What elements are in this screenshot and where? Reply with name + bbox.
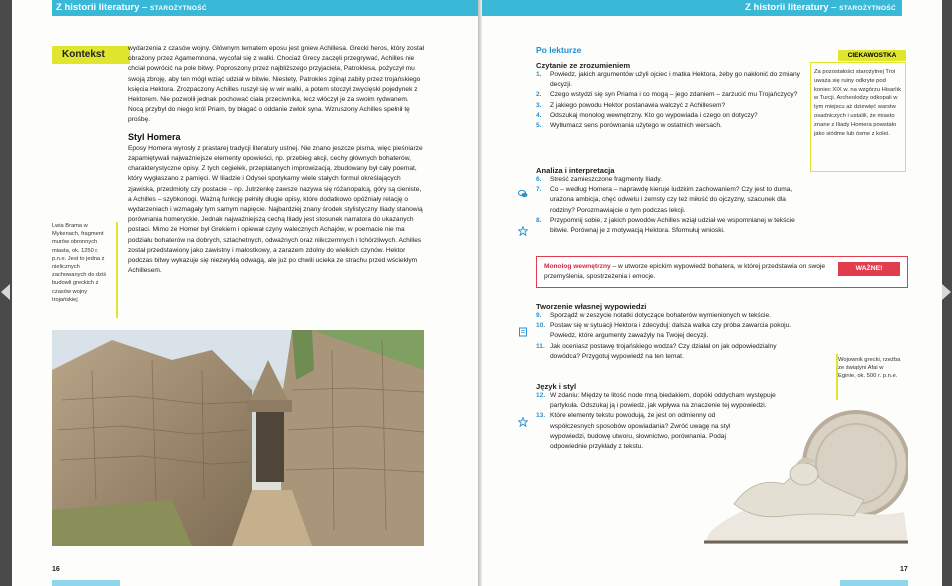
question-item: 12. W zdaniu: Między te litość node mną biedakiem, dopóki oddycham występuje partykuła. Odszukaj ją i powiedz, jak wpływa na znaczenie tej wypowiedzi.: [536, 392, 776, 410]
question-item: 8. Przypomnij sobie, z jakich powodów Achilles wziął udział we wspomnianej w tekście bitwie. Porównaj je z motywacją Hektora. Sformułuj wnioski.: [536, 216, 795, 235]
wazne-definition: – w utworze epickim wypowiedź bohatera, w której przedstawia on swoje przemyślenia, spostrzeżenia i emocje.: [544, 263, 826, 280]
ciekawostka-label: CIEKAWOSTKA: [838, 50, 906, 61]
question-item: 5. Wytłumacz sens porównania użytego w ostatnich wersach.: [536, 122, 722, 130]
styl-homera-paragraph: Eposy Homera wyrosły z prastarej tradycji literatury ustnej. Nie znano jeszcze pisma, więc pieśniarze zapamiętywali najważniejsze elementy opowieści, np. przebieg akcji, cechy głównych bohaterów, charakterystyczne opisy. Z tych cegiełek, przeplatanych improwizacją, zbudowany był cały poemat, który wygłaszano z pamięci. W Iliadzie i Odysei spotykamy wiele stałych formuł określających zjawiska, przedmioty czy postacie – np. Jutrzenkę zawsze nazywa się różanopalcą, góry są cieniste, a Achilles – szybkonogi. Ważną funkcję pełniły długie opisy, które dodatkowo opóźniały relację o wydarzeniach i wzmagały tym samym napięcie. Najbardziej znany środek stylistyczny Iliady stanowią porównania homeryckie. Jednak najważniejszą cechą Iliady jest stosunek narratora do ukazanych postaci. Mimo że Homer był Grekiem i opiewał czyny walecznych Achajów, w poemacie nie ma podziału bohaterów na dobrych, szlachetnych, odważnych oraz niikczemnych i tchórzliwych. Achilles został przedstawiony jako zawistny i małostkowy, a zarazem zdolny do wielkich czynów. Hektor podczas bitwy wykazuje się niezwykłą odwagą, ale już po chwili ucieka ze strachu przed wściekłym Achillesem.: [128, 144, 423, 275]
star-icon: [518, 226, 528, 236]
styl-homera-heading: Styl Homera: [128, 131, 181, 142]
section-title: Analiza i interpretacja: [536, 166, 615, 175]
next-page-arrow[interactable]: [942, 284, 951, 300]
lion-gate-caption: Lwia Brama w Mykenach, fragment murów obronnych miasta, ok. 1250 r. p.n.e. Jest to jedna z nielicznych zachowanych do dziś budowli greckich z czasów wojny trojańskiej: [52, 223, 107, 303]
warrior-caption: Wojownik grecki, rzeźba ze świątyni Afai w Eginie, ok. 500 r. p.n.e.: [838, 357, 901, 380]
intro-paragraph: wydarzenia z czasów wojny. Głównym tematem eposu jest gniew Achillesa. Grecki heros, który został obrażony przez Agamemnona, wycofał się z walki. Chociaż Grecy zaczęli przegrywać, Achilles nie chciał powrócić na pole bitwy. Poproszony przez najbliższego przyjaciela, Patroklesa, pożyczył mu swoją zbroję, aby ten mógł wziąć udział w bitwie. Niestety, Patrokles zginął zabity przez trojańskiego księcia Hektora. Zrozpaczony Achilles ruszył się w wir walki, a potem stoczył zwycięski pojedynek z Hektorem. Nie pozwolił jednak pochować ciała przeciwnika, lecz włóczył je za swoim rydwanem. Nocą przybył do niego król Priam, by błagać o oddanie zwłok syna. Wzruszony Achilles spełnił tę prośbę.: [128, 45, 424, 124]
right-page-number: 17: [900, 566, 908, 573]
right-page-header: [482, 0, 902, 16]
question-item: 1. Powiedz, jakich argumentów użyli ojciec i matka Hektora, żeby go nakłonić do zmiany decyzji.: [536, 71, 800, 89]
lion-gate-photo: [52, 330, 424, 546]
star-icon: [518, 417, 528, 427]
caption-rule: [116, 222, 118, 318]
section-title: Tworzenie własnej wypowiedzi: [536, 302, 647, 311]
left-page-number: 16: [52, 566, 60, 573]
question-item: 2. Czego wstydzi się syn Priama i co mogą – jego zdaniem – zarzucić mu Trojańczycy?: [536, 91, 798, 99]
header-title: Z historii literatury –: [745, 2, 837, 13]
header-subtitle: STAROŻYTNOŚĆ: [839, 5, 896, 12]
kontekst-label: Kontekst: [52, 46, 130, 64]
question-item: 7. Co – według Homera – naprawdę kieruje ludzkim zachowaniem? Czy jest to duma, urażona ambicja, chęć odwetu i zemsty czy też miłość do ojczyzny, szacunek dla rodziny? Porozmawiajcie o tym podczas lekcji.: [536, 186, 793, 214]
po-lekturze-title: Po lekturze: [536, 45, 582, 55]
left-page-header: [52, 0, 478, 16]
previous-page-arrow[interactable]: [1, 284, 10, 300]
wazne-label: WAŻNE!: [838, 262, 900, 276]
question-item: 4. Odszukaj monolog wewnętrzny. Kto go wypowiada i czego on dotyczy?: [536, 111, 758, 119]
question-item: 6. Streść zamieszczone fragmenty Iliady.: [536, 176, 663, 183]
header-subtitle: STAROŻYTNOŚĆ: [149, 5, 207, 12]
wazne-term: Monolog wewnętrzny: [544, 263, 611, 270]
wazne-text: [544, 262, 840, 282]
question-item: 3. Z jakiego powodu Hektor postanawia walczyć z Achillesem?: [536, 101, 726, 109]
discussion-icon: [518, 189, 528, 199]
section-title: Język i styl: [536, 382, 577, 391]
question-item: 9. Sporządź w zeszycie notatki dotyczące bohaterów wymienionych w tekście.: [536, 312, 771, 319]
section-czytanie: [536, 61, 802, 131]
greek-warrior-sculpture: [704, 392, 908, 544]
section-title: Czytanie ze zrozumieniem: [536, 61, 631, 70]
right-bottom-bar: [840, 580, 908, 586]
left-page: [12, 0, 478, 586]
ciekawostka-text: Za pozostałości starożytnej Troi uważa się ruiny odkryte pod koniec XIX w. na wzgórzu Hisarlık w Turcji. Archeolodzy odkopali w tym miejscu aż dziewięć warstw osadniczych i ustalili, że miasto znane z Iliady Homera powstało jako siódme lub ósme z kolei.: [814, 69, 901, 137]
section-analiza: [536, 166, 802, 236]
section-tworzenie: [536, 302, 806, 362]
left-body-text: [128, 44, 424, 276]
header-title: Z historii literatury –: [56, 2, 148, 13]
question-item: 11. Jak oceniasz postawę trojańskiego wodza? Czy działał on jak odpowiedzialny dowódca? Przygotuj wypowiedź na ten temat.: [536, 342, 777, 360]
question-item: 13. Które elementy tekstu powodują, że jest on odmienny od współczesnych sposobów opowiadania? Zwróć uwagę na styl wypowiedzi, budowę utworu, słownictwo, porównania. Podaj odpowiednie przykłady z tekstu.: [536, 412, 731, 451]
right-page: [482, 0, 942, 586]
question-item: 10. Postaw się w sytuacji Hektora i zdecyduj: dalsza walka czy próba zawarcia pokoju. Powiedz, które argumenty zaważyły na Twojej decyzji.: [536, 322, 792, 340]
left-bottom-bar: [52, 580, 120, 586]
notebook-icon: [518, 327, 528, 337]
